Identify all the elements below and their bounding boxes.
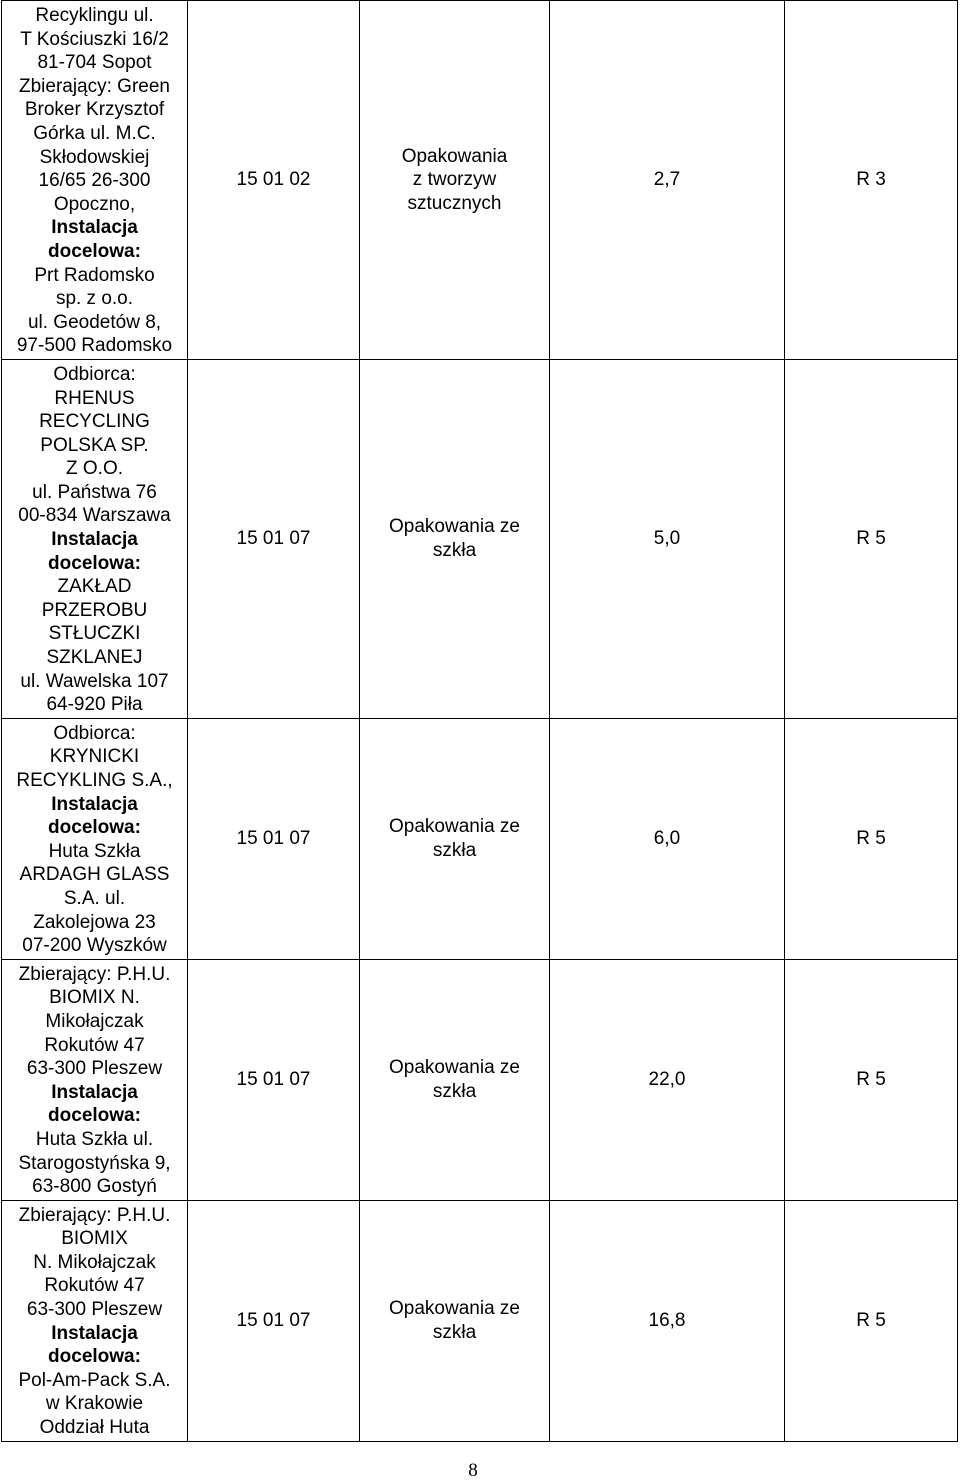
entity-line: RECYCLING xyxy=(39,411,150,433)
entity-line: ul. Geodetów 8, xyxy=(27,311,162,333)
waste-description-cell xyxy=(360,718,550,959)
description-line: sztucznych xyxy=(407,192,502,214)
entity-line: KRYNICKI xyxy=(49,746,140,768)
table-row xyxy=(2,1200,958,1441)
target-installation-label: Instalacja xyxy=(51,529,138,551)
entity-line: BIOMIX xyxy=(61,1228,128,1250)
entity-line: w Krakowie xyxy=(45,1393,144,1415)
entities-cell xyxy=(2,1200,188,1441)
entity-line: 07-200 Wyszków xyxy=(22,935,167,957)
quantity-cell: 2,7 xyxy=(550,1,785,360)
entity-line: Starogostyńska 9, xyxy=(18,1152,171,1174)
waste-code-cell: 15 01 02 xyxy=(188,1,360,360)
entity-line: Zbierający: P.H.U. xyxy=(18,963,171,985)
entity-line: RECYKLING S.A., xyxy=(16,770,173,791)
quantity-cell: 6,0 xyxy=(550,718,785,959)
entity-line: Zbierający: Green xyxy=(18,75,170,97)
description-line: Opakowania ze xyxy=(389,516,520,538)
entity-line: Skłodowskiej xyxy=(39,146,150,168)
entities-cell xyxy=(2,718,188,959)
waste-code-cell: 15 01 07 xyxy=(188,1200,360,1441)
entity-line: Pol-Am-Pack S.A. xyxy=(18,1369,171,1391)
entity-line: Oddział Huta xyxy=(39,1417,150,1439)
entity-line: ul. Wawelska 107 xyxy=(20,670,169,692)
recovery-process-cell: R 5 xyxy=(785,1200,958,1441)
entity-line: Odbiorca: xyxy=(53,722,136,744)
entity-line: Zbierający: P.H.U. xyxy=(18,1204,171,1226)
waste-code-cell: 15 01 07 xyxy=(188,718,360,959)
entities-text xyxy=(2,1,187,359)
entity-line: S.A. ul. xyxy=(63,887,126,909)
entity-line: 81-704 Sopot xyxy=(37,52,152,74)
table-row xyxy=(2,718,958,959)
recovery-process-cell: R 5 xyxy=(785,718,958,959)
entity-line: Opoczno, xyxy=(53,193,136,215)
waste-table xyxy=(1,0,958,1442)
entity-line: ZAKŁAD xyxy=(57,576,132,598)
recovery-process-cell: R 5 xyxy=(785,959,958,1200)
entity-line: T Kościuszki 16/2 xyxy=(20,28,169,50)
entity-line: 16/65 26-300 xyxy=(38,170,151,192)
description-line: Opakowania xyxy=(401,145,508,167)
entities-text xyxy=(2,360,187,718)
description-line: szkła xyxy=(432,839,477,861)
entity-line: STŁUCZKI xyxy=(48,623,141,645)
waste-description-cell xyxy=(360,359,550,718)
description-line: Opakowania ze xyxy=(389,1057,520,1079)
waste-code-cell: 15 01 07 xyxy=(188,359,360,718)
entity-line: sp. z o.o. xyxy=(55,288,134,310)
entities-text xyxy=(2,719,187,959)
entity-line: 63-300 Pleszew xyxy=(26,1058,163,1080)
entities-cell xyxy=(2,1,188,360)
table-row xyxy=(2,959,958,1200)
page-number: 8 xyxy=(468,1460,478,1481)
entity-line: SZKLANEJ xyxy=(46,647,143,669)
entity-line: 64-920 Piła xyxy=(46,694,143,716)
description-line: szkła xyxy=(432,1321,477,1343)
target-installation-label: Instalacja xyxy=(51,1322,138,1344)
target-installation-label: docelowa: xyxy=(48,1346,141,1368)
entity-line: 63-300 Pleszew xyxy=(26,1299,163,1321)
quantity-cell: 16,8 xyxy=(550,1200,785,1441)
entity-line: Rokutów 47 xyxy=(44,1275,145,1297)
entity-line: Recyklingu ul. xyxy=(35,5,154,26)
entity-line: ARDAGH GLASS xyxy=(19,864,170,886)
entity-line: BIOMIX N. xyxy=(49,987,140,1009)
entity-line: Odbiorca: xyxy=(53,363,136,385)
entities-text xyxy=(2,1201,187,1441)
recovery-process-cell: R 5 xyxy=(785,359,958,718)
waste-description-cell xyxy=(360,1,550,360)
entity-line: Zakolejowa 23 xyxy=(33,911,156,933)
waste-description-cell xyxy=(360,1200,550,1441)
entity-line: Rokutów 47 xyxy=(44,1034,145,1056)
entity-line: RHENUS xyxy=(54,387,135,409)
table-row xyxy=(2,359,958,718)
entity-line: Huta Szkła xyxy=(48,840,141,862)
entity-line: N. Mikołajczak xyxy=(33,1251,156,1273)
waste-code-cell: 15 01 07 xyxy=(188,959,360,1200)
entities-cell xyxy=(2,359,188,718)
description-line: Opakowania ze xyxy=(389,1298,520,1320)
entity-line: ul. Państwa 76 xyxy=(32,481,157,503)
entities-text xyxy=(2,960,187,1200)
target-installation-label: docelowa: xyxy=(48,1105,141,1127)
entity-line: Mikołajczak xyxy=(45,1010,144,1032)
entity-line: Górka ul. M.C. xyxy=(33,122,156,144)
table-row xyxy=(2,1,958,360)
target-installation-label: Instalacja xyxy=(51,1081,138,1103)
target-installation-label: Instalacja xyxy=(51,793,138,815)
entities-cell xyxy=(2,959,188,1200)
target-installation-label: docelowa: xyxy=(48,817,141,839)
target-installation-label: Instalacja xyxy=(51,217,138,239)
target-installation-label: docelowa: xyxy=(48,240,141,262)
quantity-cell: 5,0 xyxy=(550,359,785,718)
entity-line: 63-800 Gostyń xyxy=(32,1176,157,1198)
entity-line: Prt Radomsko xyxy=(34,264,155,286)
entity-line: PRZEROBU xyxy=(41,599,148,621)
entity-line: 00-834 Warszawa xyxy=(18,505,171,527)
target-installation-label: docelowa: xyxy=(48,552,141,574)
description-line: Opakowania ze xyxy=(389,816,520,838)
entity-line: Z O.O. xyxy=(66,458,123,480)
description-line: szkła xyxy=(432,1080,477,1102)
description-line: z tworzyw xyxy=(412,169,497,191)
entity-line: POLSKA SP. xyxy=(40,434,149,456)
recovery-process-cell: R 3 xyxy=(785,1,958,360)
waste-table-body xyxy=(2,1,958,1442)
waste-description-cell xyxy=(360,959,550,1200)
entity-line: Broker Krzysztof xyxy=(24,99,165,121)
quantity-cell: 22,0 xyxy=(550,959,785,1200)
entity-line: 97-500 Radomsko xyxy=(16,335,173,357)
description-line: szkła xyxy=(432,539,477,561)
entity-line: Huta Szkła ul. xyxy=(35,1128,154,1150)
